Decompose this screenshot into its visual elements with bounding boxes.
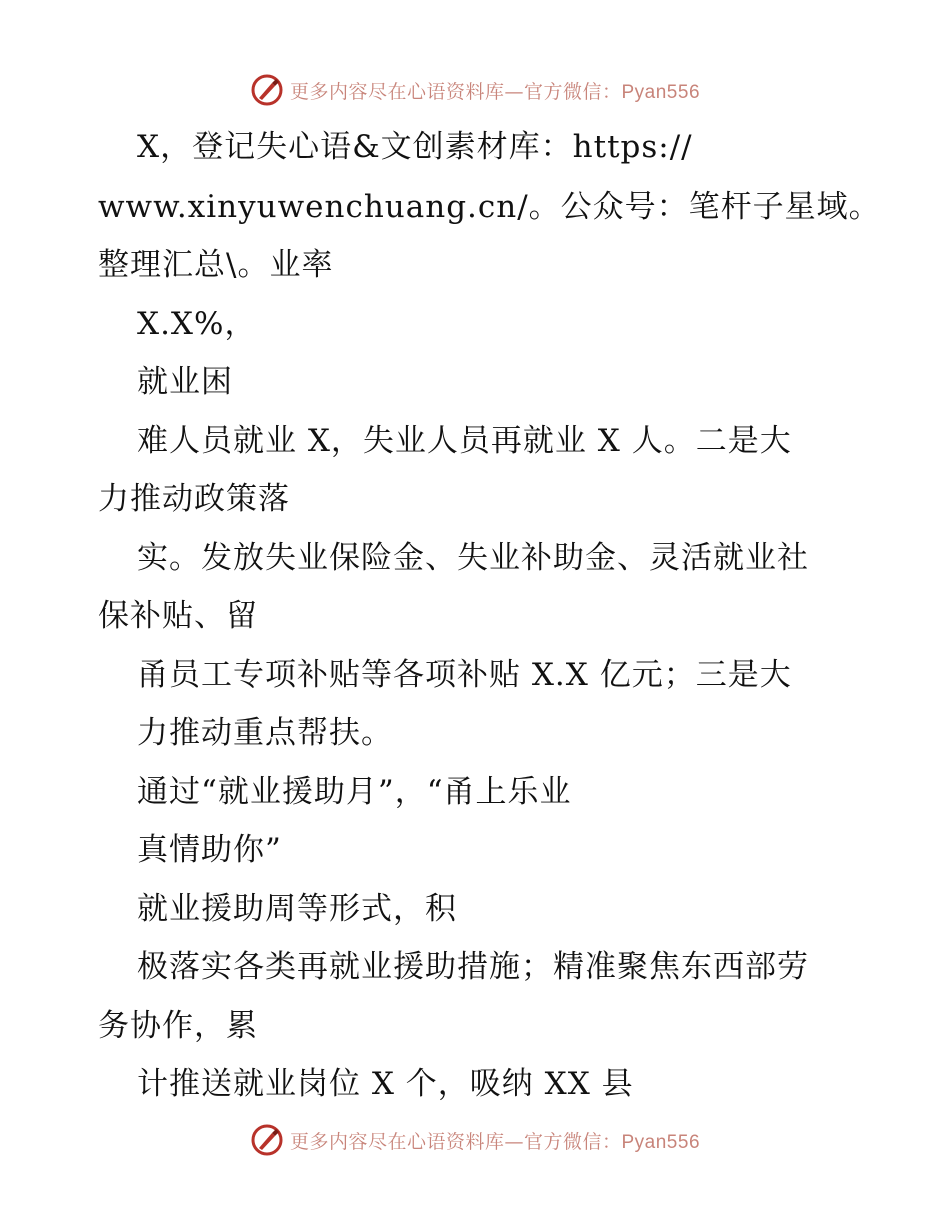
text-line: X，登记失心语&文创素材库：https:// [137,129,693,165]
text-line: 力推动政策落 [98,481,290,517]
text-line: 计推送就业岗位 X 个，吸纳 XX 县 [137,1066,634,1102]
text-line: 甬员工专项补贴等各项补贴 X.X 亿元；三是大 [137,657,792,693]
watermark-text: 更多内容尽在心语资料库—官方微信：Pyan556 [289,1130,701,1153]
text-line: 保补贴、留 [98,598,258,634]
text-line: 实。发放失业保险金、失业补助金、灵活就业社 [137,540,809,576]
text-line: 难人员就业 X，失业人员再就业 X 人。二是大 [137,423,792,459]
pen-logo-icon [250,1123,284,1157]
text-line: www.xinyuwenchuang.cn/。公众号：笔杆子星域。 [98,189,881,225]
footer-watermark [0,1120,950,1160]
text-line: 务协作，累 [98,1008,258,1044]
text-line: 就业困 [137,364,233,400]
text-line: 就业援助周等形式，积 [137,891,457,927]
text-line: 整理汇总\。业率 [98,247,334,283]
text-line: 力推动重点帮扶。 [137,715,393,751]
text-line: 极落实各类再就业援助措施；精准聚焦东西部劳 [137,949,809,985]
watermark-text: 更多内容尽在心语资料库—官方微信：Pyan556 [289,80,701,103]
text-line: X.X%， [137,306,257,342]
text-line: 真情助你” [137,832,282,868]
text-line: 通过“就业援助月”，“甬上乐业 [137,774,572,810]
